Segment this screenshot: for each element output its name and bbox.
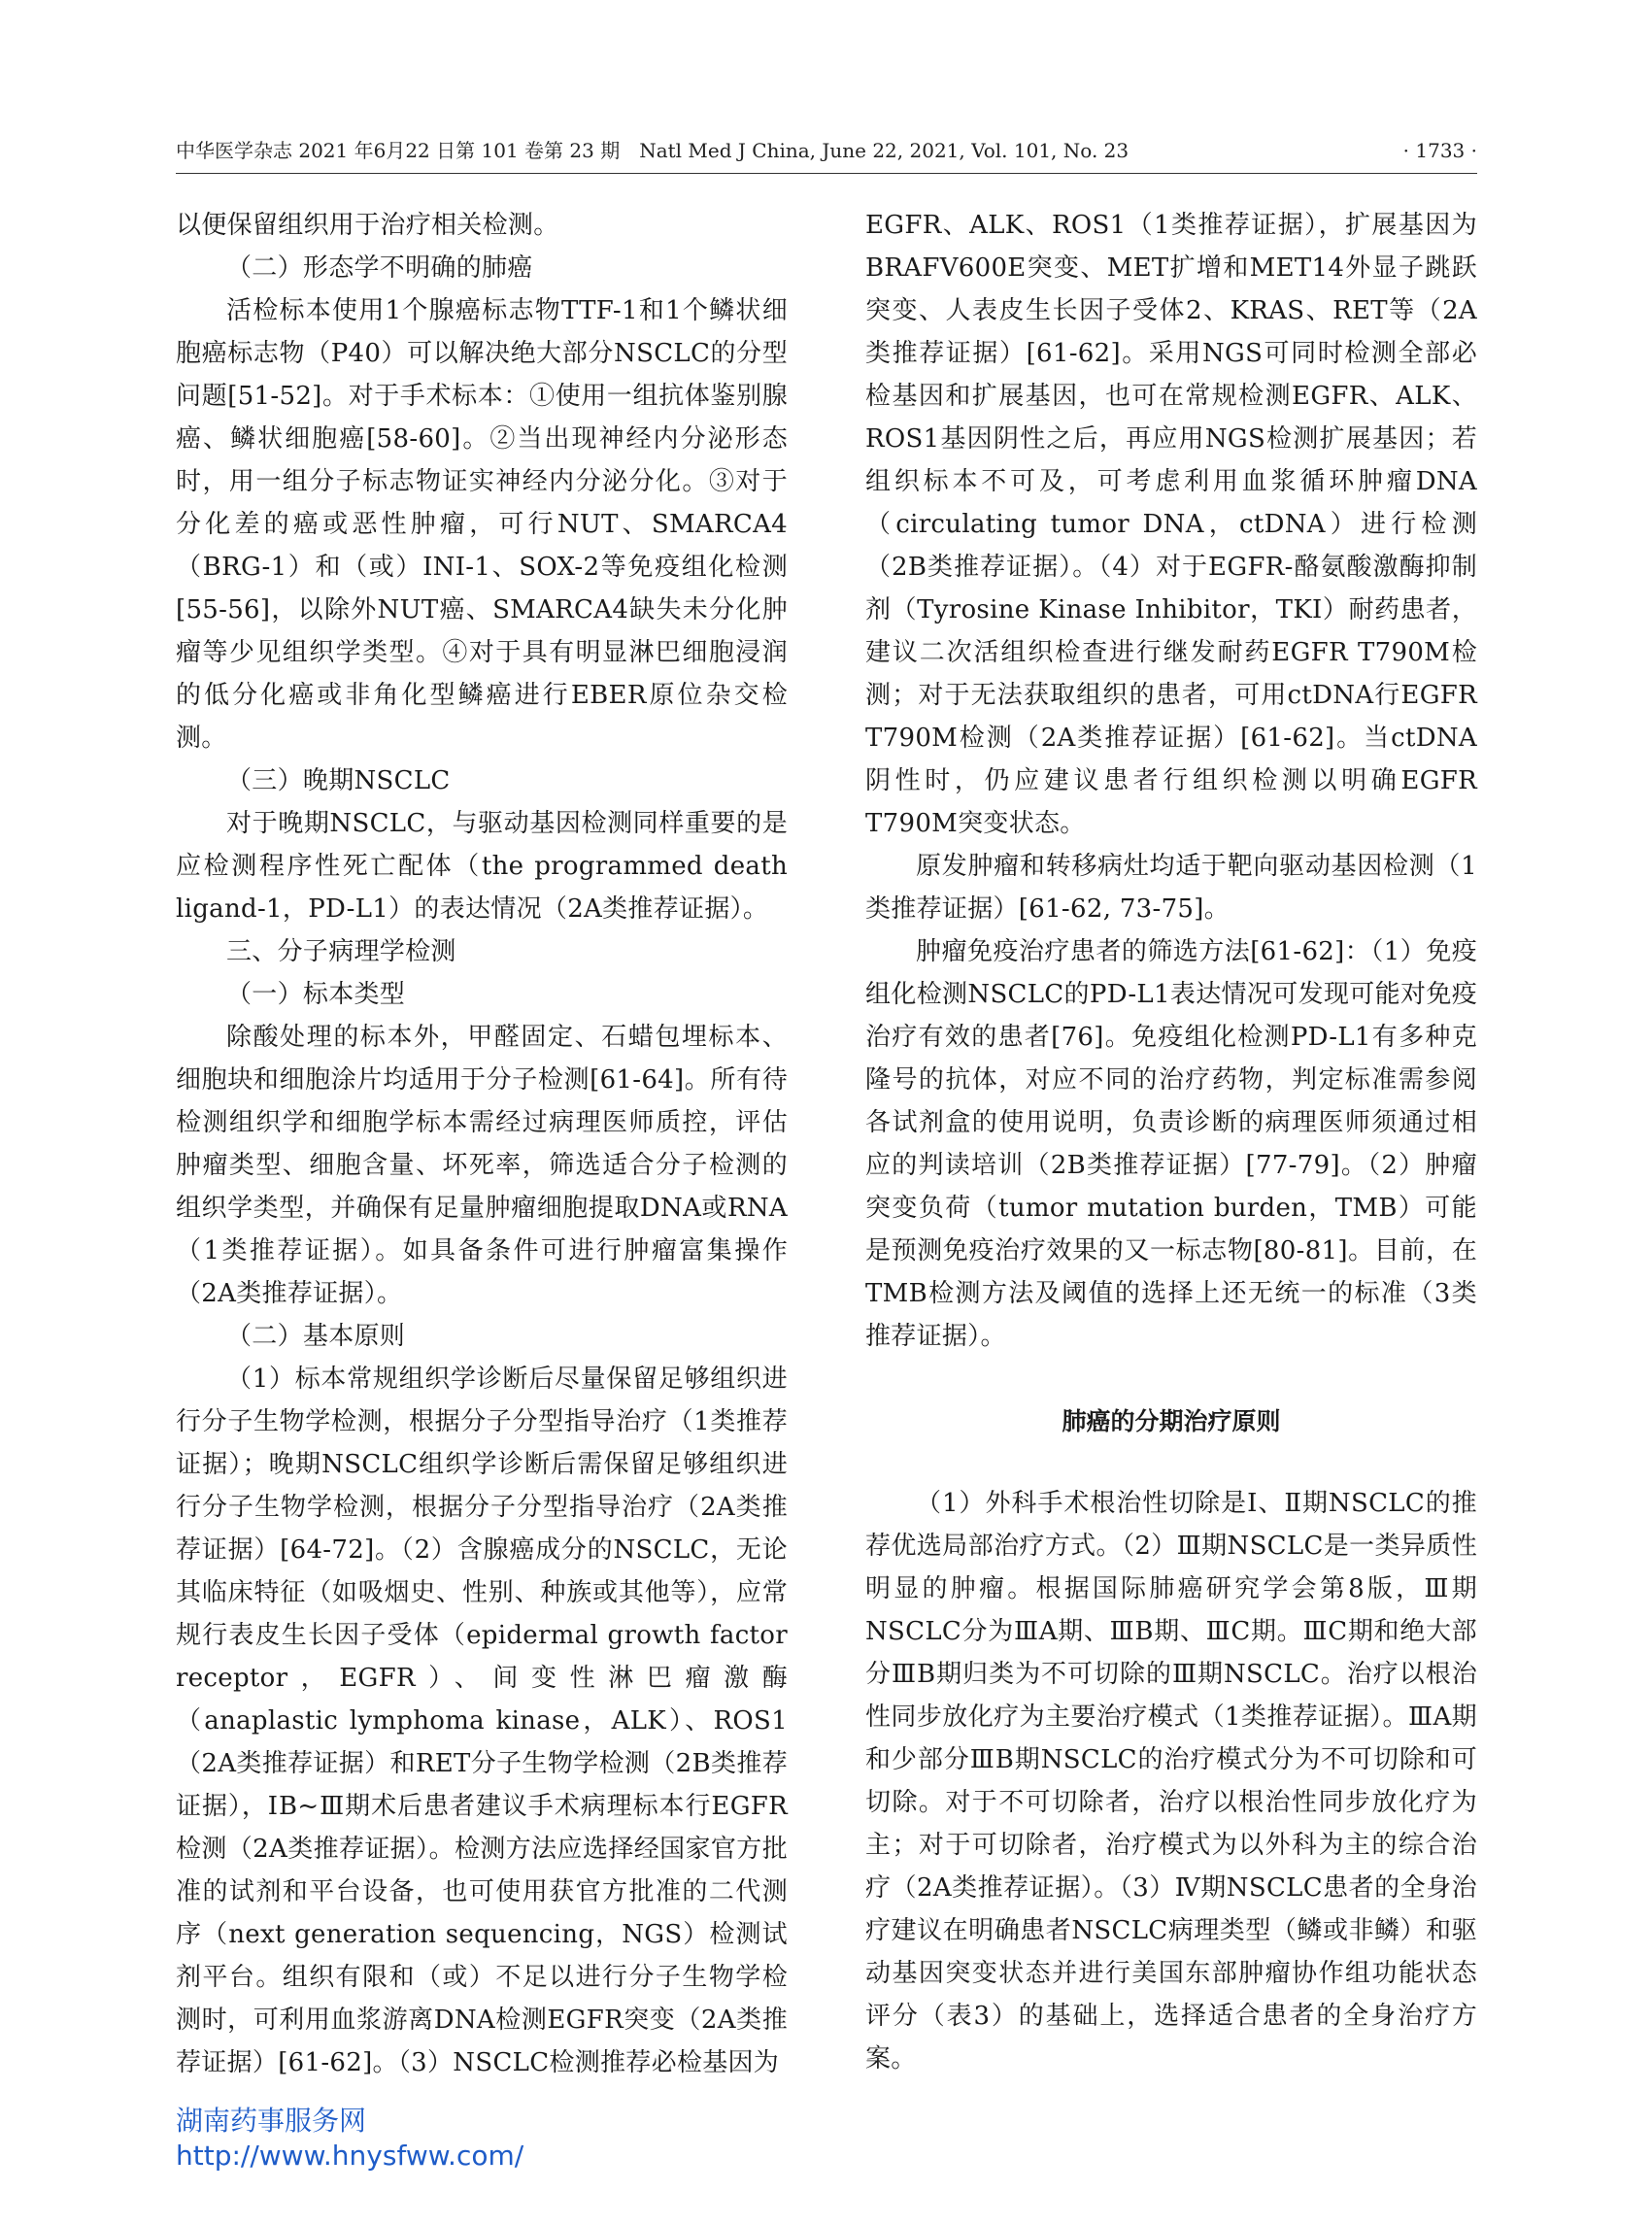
journal-citation: 中华医学杂志 2021 年6月22 日第 101 卷第 23 期 Natl Med J China, June 22, 2021, Vol. 101, No. 23: [176, 139, 1129, 162]
subsection-heading: （一）标本类型: [226, 980, 406, 1009]
paragraph: 以便保留组织用于治疗相关检测。: [176, 211, 559, 240]
watermark: [176, 2104, 681, 2174]
left-column: [176, 204, 788, 2084]
section-heading: 三、分子病理学检测: [226, 937, 456, 966]
paragraph: 活检标本使用1个腺癌标志物TTF-1和1个鳞状细胞癌标志物（P40）可以解决绝大部分NSCLC的分型问题[51-52]。对于手术标本：①使用一组抗体鉴别腺癌、鳞状细胞癌[58-60]。②当出现神经内分泌形态时，用一组分子标志物证实神经内分泌分化。③对于分化差的癌或恶性肿瘤，可行NUT、SMARCA4（BRG-1）和（或）INI-1、SOX-2等免疫组化检测[55-56]，以除外NUT癌、SMARCA4缺失未分化肿瘤等少见组织学类型。④对于具有明显淋巴细胞浸润的低分化癌或非角化型鳞癌进行EBER原位杂交检测。: [176, 296, 788, 753]
watermark-url[interactable]: http://www.hnysfww.com/: [176, 2140, 524, 2172]
page-number: · 1733 ·: [1402, 139, 1477, 162]
paragraph: 肿瘤免疫治疗患者的筛选方法[61-62]：（1）免疫组化检测NSCLC的PD-L1表达情况可发现可能对免疫治疗有效的患者[76]。免疫组化检测PD-L1有多种克隆号的抗体，对应不同的治疗药物，判定标准需参阅各试剂盒的使用说明，负责诊断的病理医师须通过相应的判读培训（2B类推荐证据）[77-79]。（2）肿瘤突变负荷（tumor mutation burden，TMB）可能是预测免疫治疗效果的又一标志物[80-81]。目前，在TMB检测方法及阈值的选择上还无统一的标准（3类推荐证据）。: [865, 937, 1477, 1351]
paragraph: 原发肿瘤和转移病灶均适于靶向驱动基因检测（1类推荐证据）[61-62, 73-75]。: [865, 852, 1477, 924]
subsection-heading: （三）晚期NSCLC: [226, 766, 451, 795]
paragraph: EGFR、ALK、ROS1（1类推荐证据），扩展基因为BRAFV600E突变、MET扩增和MET14外显子跳跃突变、人表皮生长因子受体2、KRAS、RET等（2A类推荐证据）[61-62]。采用NGS可同时检测全部必检基因和扩展基因，也可在常规检测EGFR、ALK、ROS1基因阴性之后，再应用NGS检测扩展基因；若组织标本不可及，可考虑利用血浆循环肿瘤DNA（circulating tumor DNA，ctDNA）进行检测（2B类推荐证据）。（4）对于EGFR-酪氨酸激酶抑制剂（Tyrosine Kinase Inhibitor，TKI）耐药患者，建议二次活组织检查进行继发耐药EGFR T790M检测；对于无法获取组织的患者，可用ctDNA行EGFR T790M检测（2A类推荐证据）[61-62]。当ctDNA阴性时，仍应建议患者行组织检测以明确EGFR T790M突变状态。: [865, 211, 1477, 838]
header-rule: [176, 173, 1477, 174]
paragraph: （1）外科手术根治性切除是Ⅰ、Ⅱ期NSCLC的推荐优选局部治疗方式。（2）Ⅲ期NSCLC是一类异质性明显的肿瘤。根据国际肺癌研究学会第8版，Ⅲ期NSCLC分为ⅢA期、ⅢB期、ⅢC期。ⅢC期和绝大部分ⅢB期归类为不可切除的Ⅲ期NSCLC。治疗以根治性同步放化疗为主要治疗模式（1类推荐证据）。ⅢA期和少部分ⅢB期NSCLC的治疗模式分为不可切除和可切除。对于不可切除者，治疗以根治性同步放化疗为主；对于可切除者，治疗模式为以外科为主的综合治疗（2A类推荐证据）。（3）Ⅳ期NSCLC患者的全身治疗建议在明确患者NSCLC病理类型（鳞或非鳞）和驱动基因突变状态并进行美国东部肿瘤协作组功能状态评分（表3）的基础上，选择适合患者的全身治疗方案。: [865, 1489, 1477, 2073]
right-column: [865, 204, 1477, 2080]
section-title: 肺癌的分期治疗原则: [1062, 1407, 1281, 1435]
paragraph: （1）标本常规组织学诊断后尽量保留足够组织进行分子生物学检测，根据分子分型指导治疗（1类推荐证据）；晚期NSCLC组织学诊断后需保留足够组织进行分子生物学检测，根据分子分型指导治疗（2A类推荐证据）[64-72]。（2）含腺癌成分的NSCLC，无论其临床特征（如吸烟史、性别、种族或其他等），应常规行表皮生长因子受体（epidermal growth factor receptor，EGFR）、间变性淋巴瘤激酶（anaplastic lymphoma kinase，ALK）、ROS1（2A类推荐证据）和RET分子生物学检测（2B类推荐证据），ⅠB~Ⅲ期术后患者建议手术病理标本行EGFR检测（2A类推荐证据）。检测方法应选择经国家官方批准的试剂和平台设备，也可使用获官方批准的二代测序（next generation sequencing，NGS）检测试剂平台。组织有限和（或）不足以进行分子生物学检测时，可利用血浆游离DNA检测EGFR突变（2A类推荐证据）[61-62]。（3）NSCLC检测推荐必检基因为: [176, 1365, 788, 2077]
paragraph: 除酸处理的标本外，甲醛固定、石蜡包埋标本、细胞块和细胞涂片均适用于分子检测[61-64]。所有待检测组织学和细胞学标本需经过病理医师质控，评估肿瘤类型、细胞含量、坏死率，筛选适合分子检测的组织学类型，并确保有足量肿瘤细胞提取DNA或RNA（1类推荐证据）。如具备条件可进行肿瘤富集操作（2A类推荐证据）。: [176, 1023, 788, 1308]
subsection-heading: （二）形态学不明确的肺癌: [226, 253, 533, 283]
running-header: [176, 134, 1477, 167]
subsection-heading: （二）基本原则: [226, 1322, 406, 1351]
watermark-site-name: 湖南药事服务网: [176, 2105, 367, 2137]
paragraph: 对于晚期NSCLC，与驱动基因检测同样重要的是应检测程序性死亡配体（the programmed death ligand-1，PD-L1）的表达情况（2A类推荐证据）。: [176, 809, 788, 924]
